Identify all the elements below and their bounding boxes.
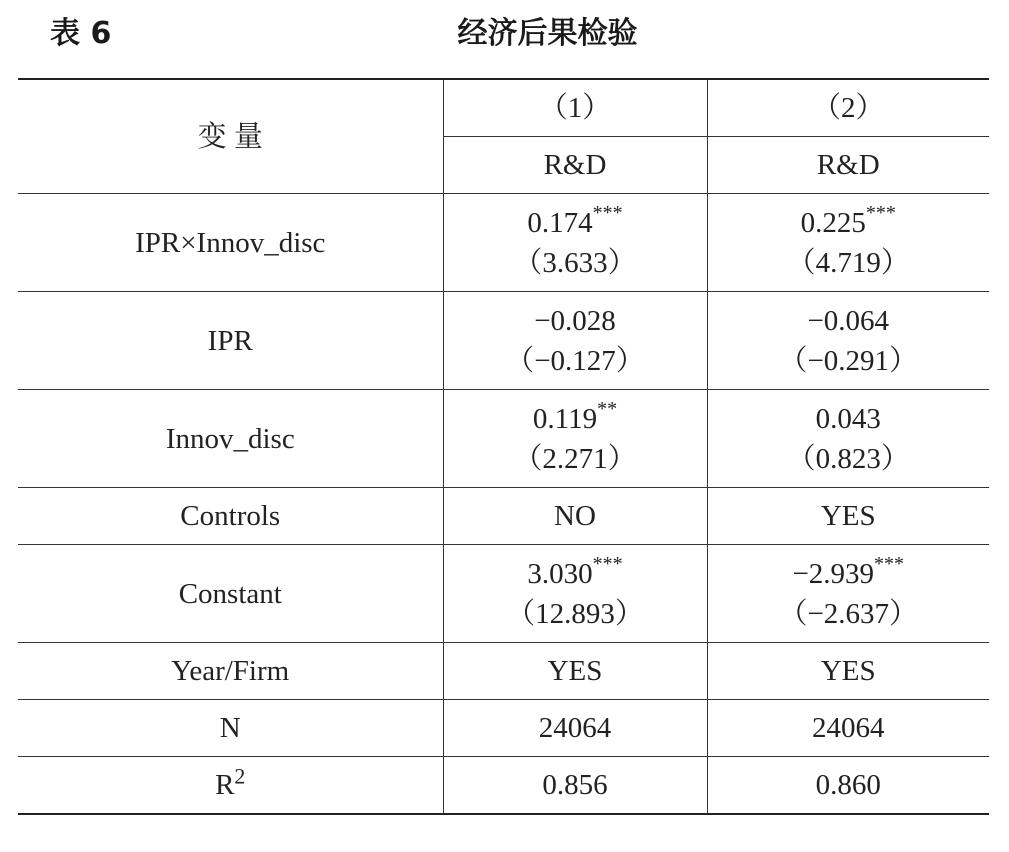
table-cell: YES: [707, 643, 989, 700]
t-statistic: （−2.637）: [778, 597, 919, 630]
table-cell: [443, 292, 707, 390]
table-row: [18, 643, 989, 700]
table-cell: [707, 390, 989, 488]
table-title: 经济后果检验: [457, 16, 638, 51]
coefficient: −2.939: [792, 557, 875, 590]
table-cell: [443, 545, 707, 643]
row-label: Controls: [18, 488, 443, 545]
column-header-1: （1）: [443, 79, 707, 137]
dep-var-1: R&D: [443, 137, 707, 194]
table-row: [18, 390, 989, 488]
table-cell: 0.856: [443, 757, 707, 815]
significance-stars: ***: [592, 201, 623, 224]
coefficient: 0.225: [800, 206, 866, 239]
table-cell: [443, 194, 707, 292]
table-cell: YES: [443, 643, 707, 700]
row-label: N: [18, 700, 443, 757]
t-statistic: （12.893）: [506, 597, 644, 630]
table-row: [18, 194, 989, 292]
table-cell: 24064: [443, 700, 707, 757]
row-label: Constant: [18, 545, 443, 643]
t-statistic: （0.823）: [786, 442, 910, 475]
dep-var-2: R&D: [707, 137, 989, 194]
table-cell: 0.860: [707, 757, 989, 815]
table-cell: [707, 194, 989, 292]
t-statistic: （2.271）: [513, 442, 637, 475]
coefficient: −0.064: [807, 304, 890, 337]
table-cell: [443, 390, 707, 488]
table-cell: [707, 292, 989, 390]
coefficient: 0.043: [815, 402, 881, 435]
t-statistic: （4.719）: [786, 246, 910, 279]
table-row: [18, 757, 989, 815]
table-cell: YES: [707, 488, 989, 545]
t-statistic: （−0.127）: [505, 344, 645, 377]
r-squared-label: R: [215, 769, 235, 801]
significance-stars: ***: [592, 552, 623, 575]
variable-header: 变 量: [18, 79, 443, 194]
coefficient: 0.174: [527, 206, 593, 239]
t-statistic: （−0.291）: [778, 344, 919, 377]
row-label: Year/Firm: [18, 643, 443, 700]
regression-table: [18, 78, 989, 815]
significance-stars: ***: [865, 201, 896, 224]
table-row: [18, 700, 989, 757]
significance-stars: ***: [874, 552, 905, 575]
coefficient: −0.028: [534, 304, 616, 337]
table-cell: NO: [443, 488, 707, 545]
table-number: 表 6: [50, 16, 112, 51]
t-statistic: （3.633）: [513, 246, 637, 279]
table-row: [18, 488, 989, 545]
row-label: Innov_disc: [18, 390, 443, 488]
row-label: [18, 757, 443, 815]
table-cell: 24064: [707, 700, 989, 757]
row-label: IPR×Innov_disc: [18, 194, 443, 292]
column-header-2: （2）: [707, 79, 989, 137]
table-row: [18, 292, 989, 390]
r-squared-superscript: 2: [234, 763, 246, 789]
significance-stars: **: [597, 397, 618, 420]
coefficient: 0.119: [532, 402, 598, 435]
row-label: IPR: [18, 292, 443, 390]
table-cell: [707, 545, 989, 643]
header-row-columns: [18, 79, 989, 137]
coefficient: 3.030: [527, 557, 593, 590]
table-row: [18, 545, 989, 643]
